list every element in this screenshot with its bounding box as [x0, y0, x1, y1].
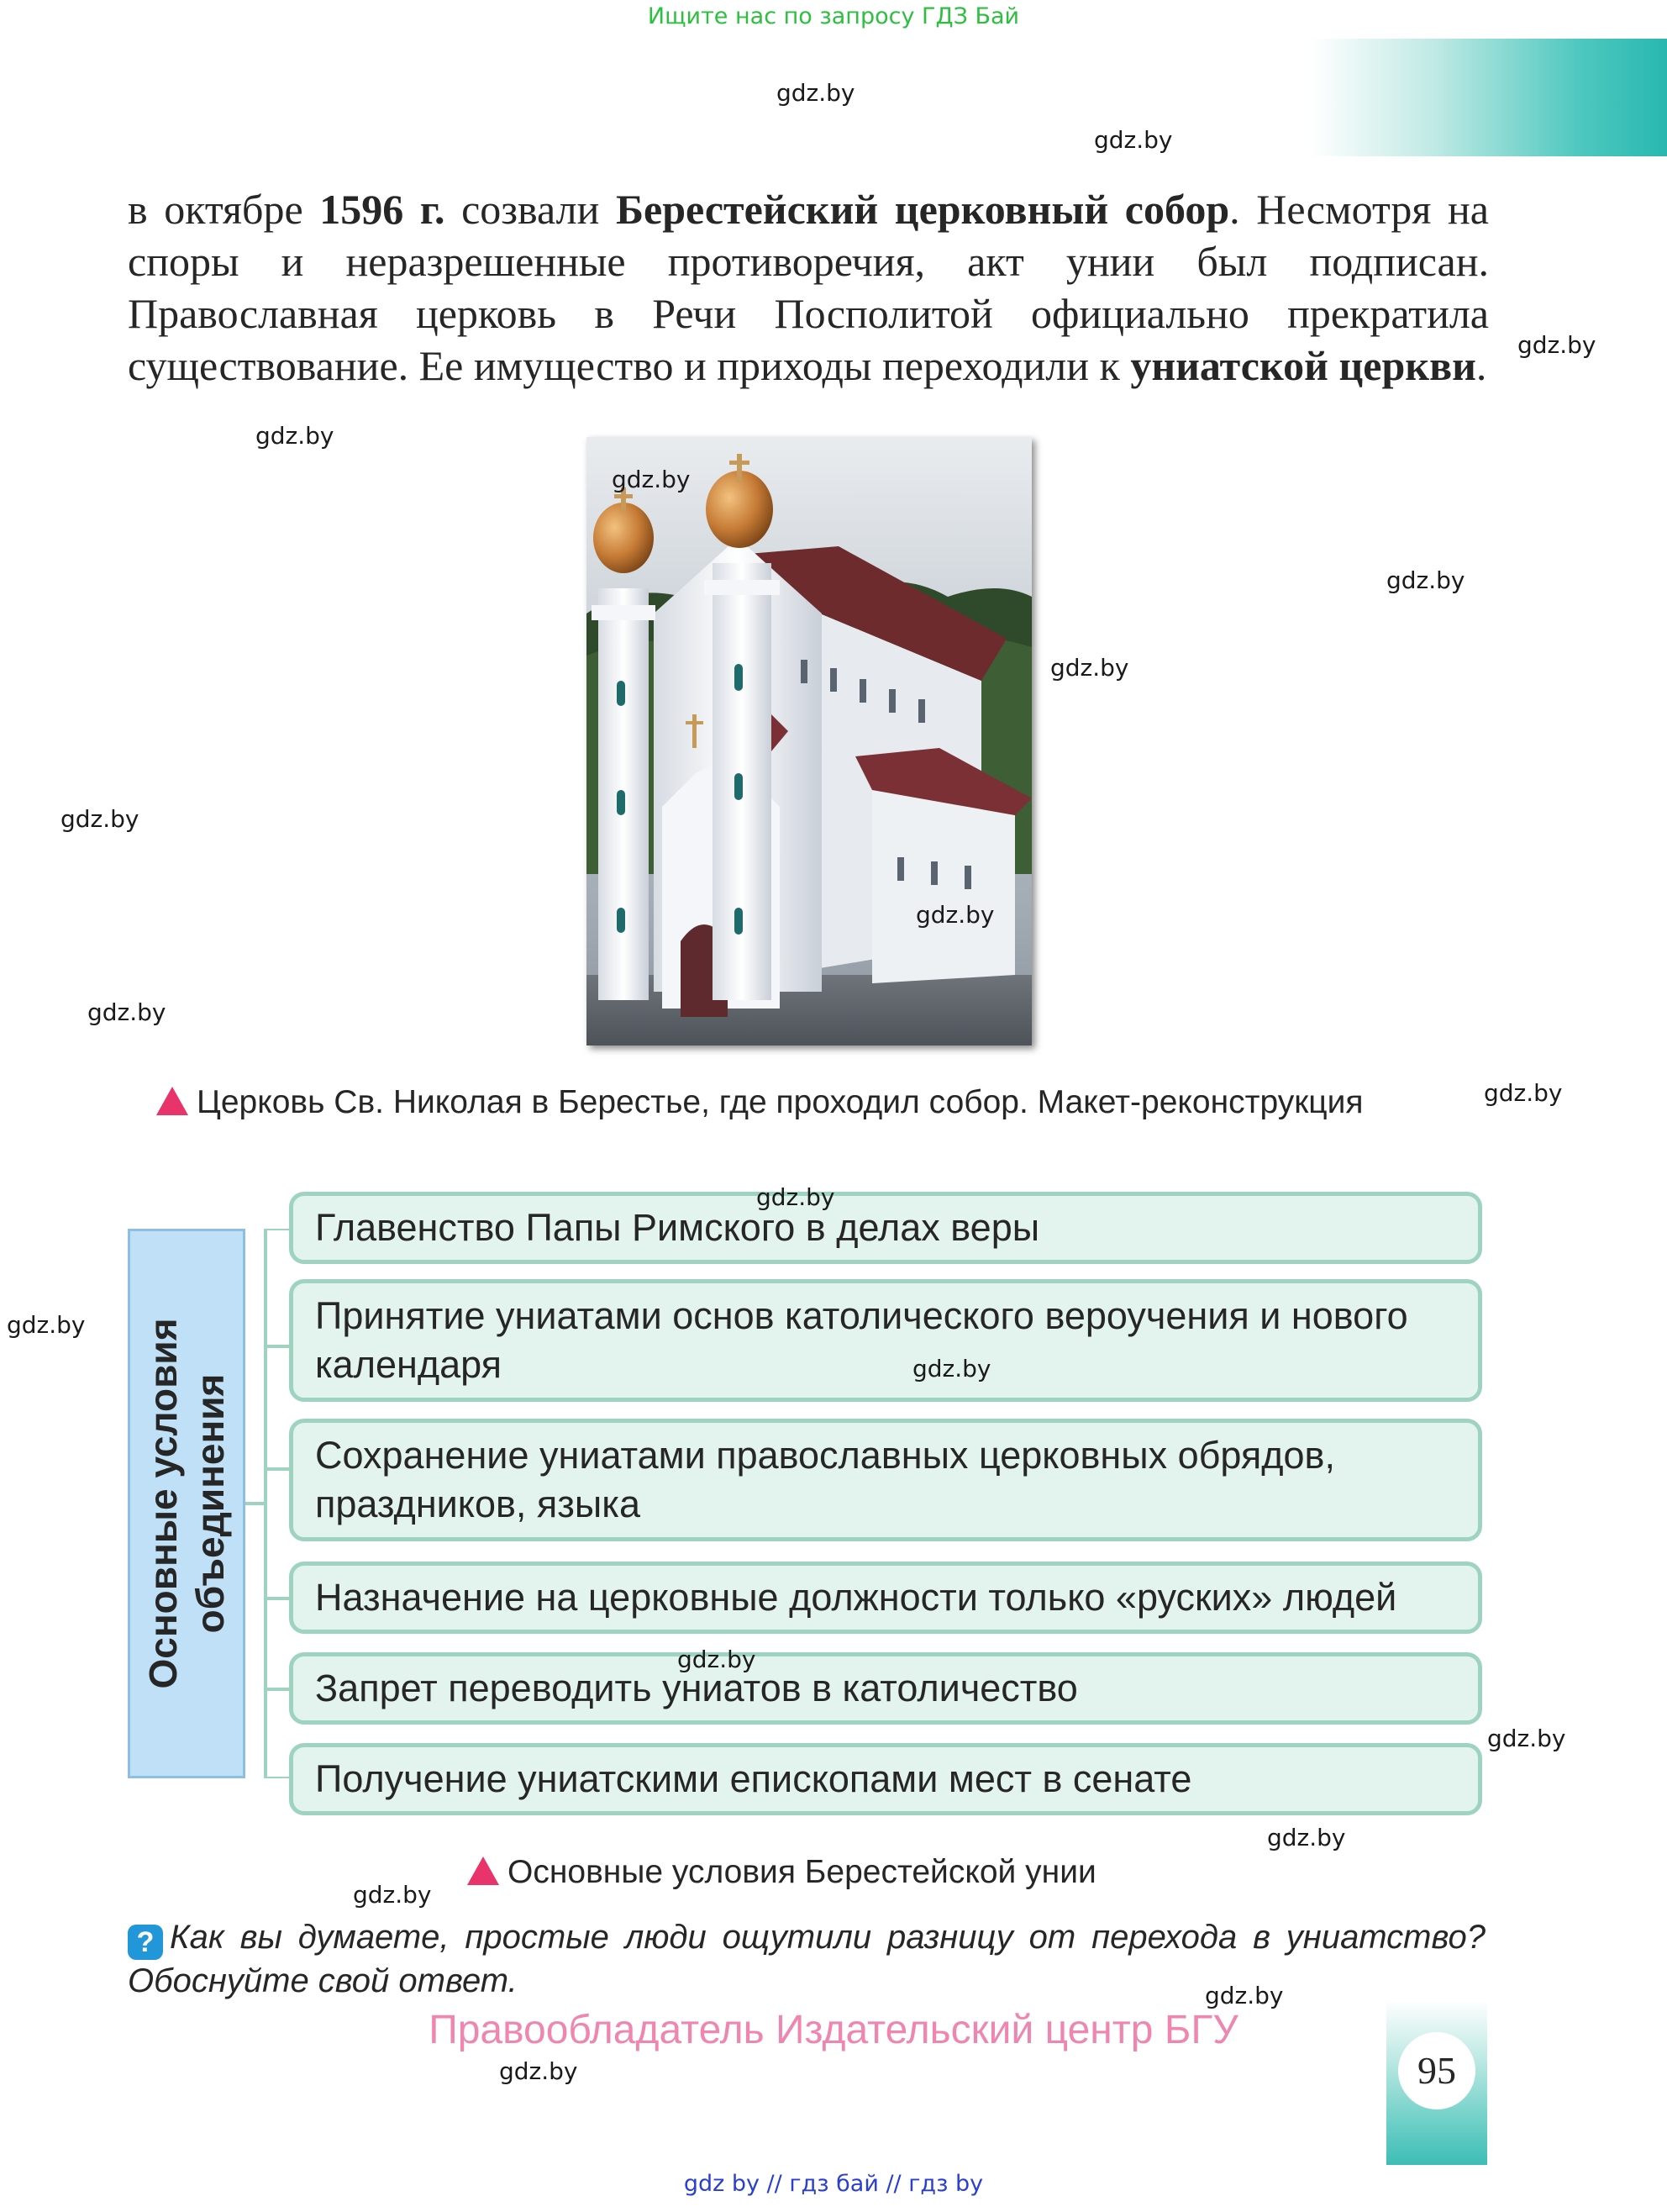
- paragraph-text: созвали: [444, 186, 616, 233]
- diagram-connector-lines: [245, 1229, 296, 1778]
- condition-box: [289, 1279, 1482, 1402]
- watermark: gdz.by: [1267, 1824, 1346, 1851]
- paragraph-text: в октябре: [128, 186, 320, 233]
- condition-text: Запрет переводить униатов в католичество: [315, 1667, 1078, 1709]
- watermark: gdz.by: [1517, 331, 1596, 359]
- side-label-line: Основные условия: [141, 1318, 185, 1689]
- condition-box: [289, 1562, 1482, 1634]
- triangle-marker-icon: [156, 1087, 188, 1115]
- church-model-image: [586, 437, 1032, 1045]
- watermark: gdz.by: [1205, 1982, 1284, 2009]
- body-paragraph: [128, 183, 1489, 392]
- figure-caption-text: Церковь Св. Николая в Берестье, где проходил собор. Макет-реконструкция: [197, 1084, 1364, 1120]
- watermark: gdz.by: [1094, 126, 1173, 154]
- condition-text: Главенство Папы Римского в делах веры: [315, 1206, 1040, 1249]
- question-icon: ?: [128, 1925, 163, 1960]
- watermark: gdz.by: [60, 805, 139, 833]
- side-label-line: объединения: [188, 1373, 232, 1634]
- triangle-marker-icon: [467, 1856, 499, 1885]
- condition-text: Сохранение униатами православных церковных обрядов, праздников, языка: [315, 1434, 1335, 1525]
- copyright-notice: Правообладатель Издательский центр БГУ: [429, 2008, 1238, 2052]
- watermark: gdz.by: [1487, 1725, 1566, 1752]
- watermark: gdz.by: [7, 1311, 86, 1339]
- watermark: gdz.by: [912, 1355, 991, 1382]
- watermark: gdz.by: [776, 79, 855, 107]
- paragraph-text: .: [1475, 342, 1487, 389]
- watermark: gdz.by: [499, 2057, 578, 2085]
- watermark: gdz.by: [677, 1646, 756, 1673]
- watermark: gdz.by: [1484, 1079, 1563, 1107]
- diagram-caption-text: Основные условия Берестейской унии: [507, 1854, 1096, 1890]
- diagram-side-label: [139, 1318, 234, 1688]
- top-banner[interactable]: Ищите нас по запросу ГДЗ Бай: [647, 3, 1020, 29]
- figure-caption: [156, 1084, 1364, 1121]
- paragraph-bold-church: униатской церкви: [1130, 342, 1476, 389]
- question-text: Как вы думаете, простые люди ощутили разницу от перехода в униатство? Обоснуйте свой ответ.: [128, 1919, 1486, 1999]
- watermark: gdz.by: [916, 901, 995, 929]
- page-number: 95: [1398, 2032, 1475, 2109]
- condition-text: Назначение на церковные должности только «руских» людей: [315, 1576, 1397, 1619]
- condition-text: Получение униатскими епископами мест в сенате: [315, 1757, 1192, 1800]
- paragraph-bold-year: 1596 г.: [319, 186, 445, 233]
- condition-box: [289, 1743, 1482, 1815]
- condition-box: [289, 1192, 1482, 1264]
- watermark: gdz.by: [612, 466, 691, 493]
- paragraph-text: . Несмотря на споры и неразрешенные противоречия, акт унии был подписан. Православная церковь в Речи Посполитой официально прекратила существование. Ее имущество и приходы переходили к: [128, 186, 1489, 389]
- condition-box: [289, 1652, 1482, 1725]
- watermark: gdz.by: [87, 998, 166, 1026]
- watermark: gdz.by: [255, 422, 334, 450]
- watermark: gdz.by: [1386, 566, 1465, 594]
- watermark: gdz.by: [1050, 654, 1129, 682]
- condition-text: Принятие униатами основ католического вероучения и нового календаря: [315, 1294, 1408, 1386]
- bottom-banner[interactable]: gdz by // гдз бай // гдз by: [683, 2171, 984, 2197]
- corner-gradient-decoration: [1311, 39, 1667, 156]
- paragraph-bold-council: Берестейский церковный собор: [615, 186, 1230, 233]
- condition-box: [289, 1419, 1482, 1541]
- watermark: gdz.by: [756, 1183, 835, 1211]
- diagram-caption: [467, 1854, 1096, 1891]
- watermark: gdz.by: [353, 1881, 432, 1909]
- diagram-side-label-box: [128, 1229, 245, 1778]
